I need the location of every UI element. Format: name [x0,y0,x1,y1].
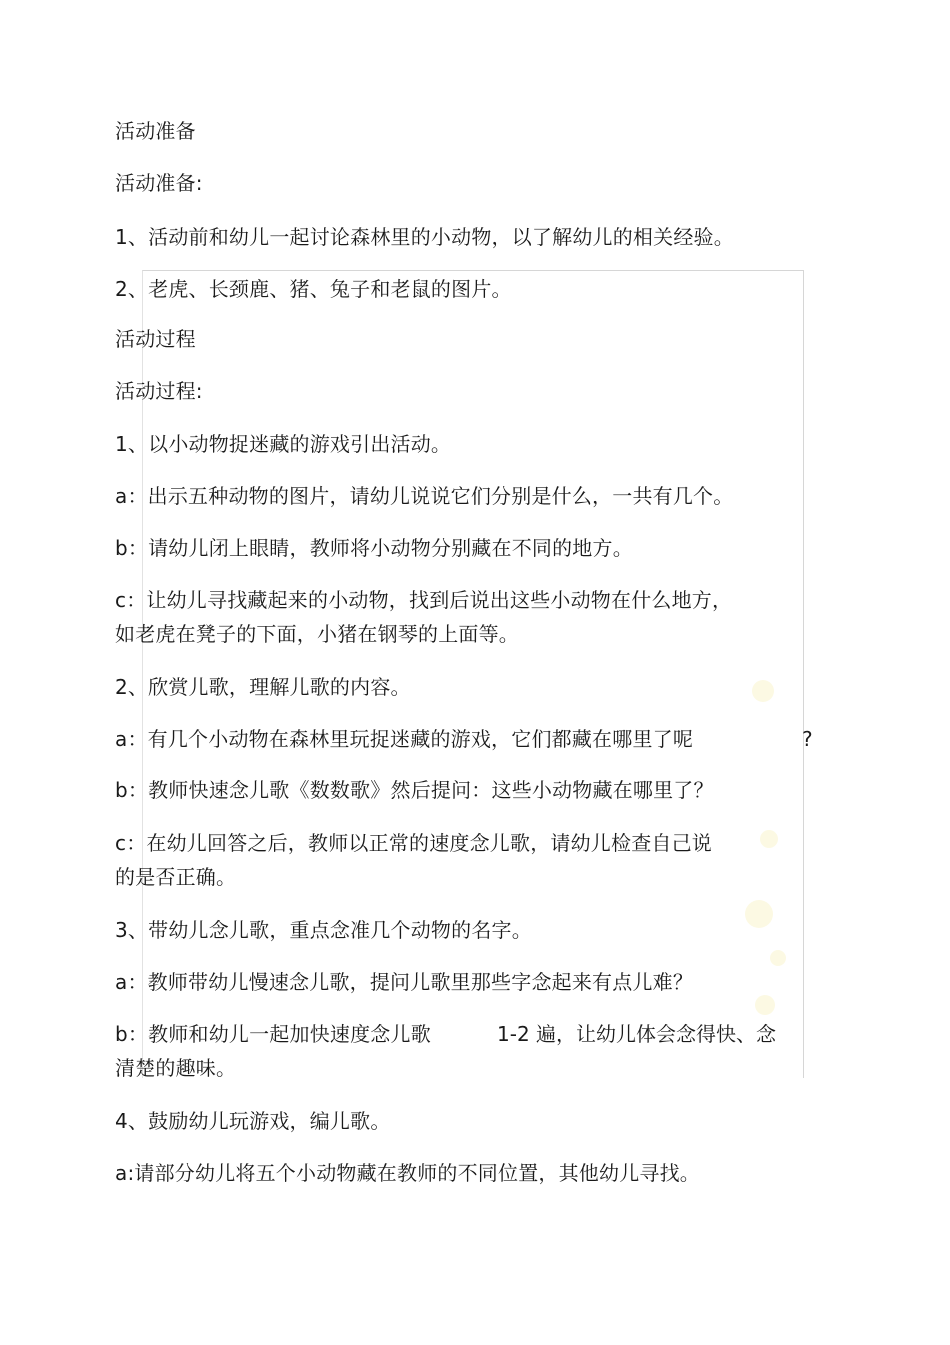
watermark-mark [755,995,775,1015]
text-line: c：让幼儿寻找藏起来的小动物，找到后说出这些小动物在什么地方， [115,588,733,612]
text-line: a：出示五种动物的图片，请幼儿说说它们分别是什么，一共有几个。 [115,484,734,508]
text-line: 清楚的趣味。 [115,1056,237,1080]
section-heading: 活动准备 [115,119,196,143]
text-line: b：教师和幼儿一起加快速度念儿歌 [115,1022,431,1046]
section-subheading: 活动准备: [115,171,203,195]
section-subheading: 活动过程: [115,379,203,403]
text-line: b：教师快速念儿歌《数数歌》然后提问：这些小动物藏在哪里了？ [115,778,714,802]
text-line-tail: 1-2 遍，让幼儿体会念得快、念 [497,1022,777,1046]
watermark-mark [760,830,778,848]
watermark-mark [770,950,786,966]
question-mark: ? [802,727,813,751]
text-line: a：有几个小动物在森林里玩捉迷藏的游戏，它们都藏在哪里了呢 [115,727,694,751]
text-line: 2、欣赏儿歌，理解儿歌的内容。 [115,675,411,699]
watermark-mark [745,900,773,928]
text-line: b：请幼儿闭上眼睛，教师将小动物分别藏在不同的地方。 [115,536,633,560]
text-line: 2、老虎、长颈鹿、猪、兔子和老鼠的图片。 [115,277,512,301]
text-line: a：教师带幼儿慢速念儿歌，提问儿歌里那些字念起来有点儿难？ [115,970,694,994]
text-line: a:请部分幼儿将五个小动物藏在教师的不同位置，其他幼儿寻找。 [115,1161,700,1185]
text-line: c：在幼儿回答之后，教师以正常的速度念儿歌，请幼儿检查自己说 [115,831,712,855]
text-line: 的是否正确。 [115,865,237,889]
text-line: 1、以小动物捉迷藏的游戏引出活动。 [115,432,452,456]
text-line: 4、鼓励幼儿玩游戏，编儿歌。 [115,1109,391,1133]
section-heading: 活动过程 [115,327,196,351]
text-line: 如老虎在凳子的下面，小猪在钢琴的上面等。 [115,622,519,646]
text-line: 1、活动前和幼儿一起讨论森林里的小动物，以了解幼儿的相关经验。 [115,225,734,249]
text-line: 3、带幼儿念儿歌，重点念准几个动物的名字。 [115,918,532,942]
watermark-mark [752,680,774,702]
